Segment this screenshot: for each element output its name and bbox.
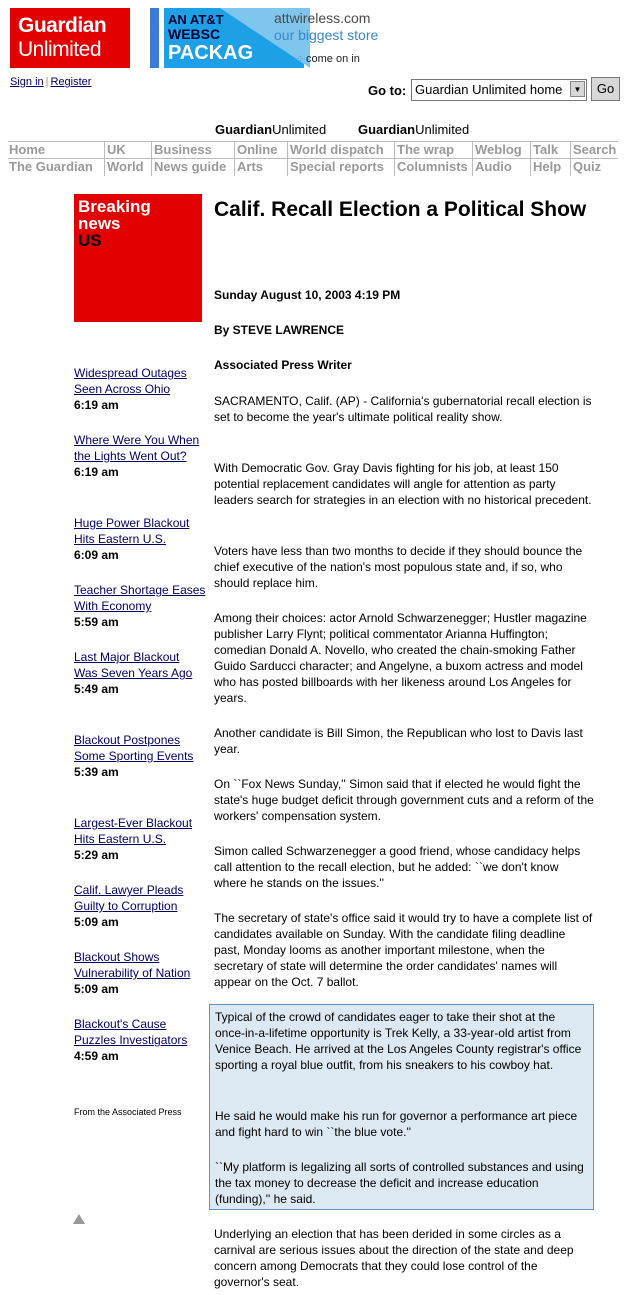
- nav-search[interactable]: Search: [570, 142, 616, 159]
- sidebar-item: [74, 815, 206, 863]
- goto-select[interactable]: [411, 79, 587, 101]
- ad-dots-icon: ⁘: [296, 54, 305, 65]
- article-paragraph: Simon called Schwarzenegger a good friend, whose candidacy helps call attention to the recall election, but he added: ``we don't know where he stands on the issues.'': [214, 844, 581, 890]
- sidebar-item: [74, 432, 206, 480]
- article-byline: By STEVE LAWRENCE: [214, 323, 345, 337]
- breaking-news-us-logo: [74, 194, 202, 322]
- ad-cta: come on in: [306, 53, 360, 65]
- nav-the-wrap[interactable]: The wrap: [394, 142, 454, 159]
- ap-credit: From the Associated Press: [74, 1107, 182, 1117]
- ad-stripe: [150, 8, 159, 68]
- sidebar-item: [74, 949, 206, 997]
- ad-banner-line1: AN AT&T: [168, 12, 224, 27]
- article-callout-box: [209, 1004, 594, 1210]
- sidebar-item-link[interactable]: Blackout's Cause Puzzles Investigators: [74, 1017, 188, 1047]
- nav-weblog[interactable]: Weblog: [472, 142, 522, 159]
- nav-online[interactable]: Online: [234, 142, 277, 159]
- article-paragraph: SACRAMENTO, Calif. (AP) - California's gubernatorial recall election is set to become the year's ultimate political reality show.: [214, 394, 592, 424]
- ad-tagline: our biggest store: [274, 27, 379, 43]
- wordmark-bold: Guardian: [358, 122, 416, 137]
- article-paragraph: Another candidate is Bill Simon, the Republican who lost to Davis last year.: [214, 726, 583, 756]
- ad-banner[interactable]: [150, 8, 382, 68]
- nav-special-reports[interactable]: Special reports: [287, 159, 384, 176]
- article-paragraph: Underlying an election that has been derided in some circles as a carnival are serious issues about the direction of the state and deep concern among Democrats that they could lose control of the governor's seat.: [214, 1227, 574, 1289]
- sign-in-link[interactable]: Sign in: [10, 76, 44, 88]
- sidebar-item-time: 5:09 am: [74, 982, 119, 996]
- sidebar-item-time: 4:59 am: [74, 1049, 119, 1063]
- sidebar-item-time: 6:09 am: [74, 548, 119, 562]
- ad-banner-line3: PACKAG: [168, 42, 254, 64]
- sidebar-item-time: 5:09 am: [74, 915, 119, 929]
- back-to-top-arrow-icon[interactable]: [73, 1214, 85, 1224]
- nav-business[interactable]: Business: [151, 142, 212, 159]
- sidebar-item: [74, 882, 206, 930]
- sidebar-item-link[interactable]: Last Major Blackout Was Seven Years Ago: [74, 650, 193, 680]
- sidebar-item-time: 5:49 am: [74, 682, 119, 696]
- nav-audio[interactable]: Audio: [472, 159, 512, 176]
- article-headline: Calif. Recall Election a Political Show: [214, 198, 587, 221]
- article-paragraph: With Democratic Gov. Gray Davis fighting for his job, at least 150 potential replacement candidates will angle for attention as party leaders search for strategies in an election with no historical precedent.: [214, 461, 592, 507]
- wordmark-bold: Guardian: [215, 122, 273, 137]
- sidebar-item-link[interactable]: Blackout Postpones Some Sporting Events: [74, 733, 194, 763]
- divider: |: [45, 76, 49, 88]
- sidebar-item-link[interactable]: Widespread Outages Seen Across Ohio: [74, 366, 187, 396]
- nav-row-2: [8, 158, 618, 176]
- sidebar-item-link[interactable]: Blackout Shows Vulnerability of Nation: [74, 950, 191, 980]
- sidebar-item: [74, 1016, 206, 1064]
- nav-arts[interactable]: Arts: [234, 159, 263, 176]
- sidebar-item: [74, 649, 206, 697]
- callout-paragraph: He said he would make his run for governor a performance art piece and fight hard to win ``the blue vote.'': [215, 1109, 578, 1139]
- goto-selected-value: Guardian Unlimited home: [415, 82, 563, 97]
- article-date: Sunday August 10, 2003 4:19 PM: [214, 288, 401, 302]
- nav-talk[interactable]: Talk: [530, 142, 558, 159]
- nav-help[interactable]: Help: [530, 159, 561, 176]
- sidebar-item-link[interactable]: Calif. Lawyer Pleads Guilty to Corruption: [74, 883, 184, 913]
- sidebar-item-link[interactable]: Where Were You When the Lights Went Out?: [74, 433, 200, 463]
- sidebar-item: [74, 365, 206, 413]
- breaking-line1: Breaking: [78, 197, 151, 216]
- guardian-unlimited-wordmark-right: [358, 122, 469, 137]
- nav-uk[interactable]: UK: [104, 142, 126, 159]
- logo-line2: Unlimited: [18, 38, 102, 61]
- nav-news-guide[interactable]: News guide: [151, 159, 226, 176]
- ad-banner-line2: WEBSC: [168, 26, 221, 42]
- breaking-line3: US: [78, 231, 102, 250]
- article-paragraph: The secretary of state's office said it would try to have a complete list of candidates available on Sunday. With the candidate filing deadline past, Monday looms as another important milestone, when the secretary of state will determine the order candidates' names will appear on the Oct. 7 ballot.: [214, 911, 593, 989]
- sidebar-item: [74, 515, 206, 563]
- article-paragraph: Among their choices: actor Arnold Schwarzenegger; Hustler magazine publisher Larry Flynt; political commentator Arianna Huffington; comedian Donald A. Novello, who created the chain-smoking Father Guido Sarducci character; and Angelyne, a buxom actress and model who has posted billboards with her likeness around Los Angeles for years.: [214, 611, 587, 705]
- callout-paragraph: Typical of the crowd of candidates eager to take their shot at the once-in-a-lifetime opportunity is Trek Kelly, a 33-year-old artist from Venice Beach. He arrived at the Los Angeles County registrar's office sporting a royal blue outfit, from his sneakers to his cowboy hat.: [215, 1010, 582, 1072]
- wordmark-rest: Unlimited: [415, 122, 470, 137]
- nav-world[interactable]: World: [104, 159, 144, 176]
- sidebar-item: [74, 732, 206, 780]
- chevron-down-icon[interactable]: ▼: [570, 81, 585, 97]
- nav-columnists[interactable]: Columnists: [394, 159, 468, 176]
- article-source: Associated Press Writer: [214, 358, 352, 372]
- sidebar-item-time: 5:29 am: [74, 848, 119, 862]
- article-paragraph: Voters have less than two months to decide if they should bounce the chief executive of the nation's most populous state and, if so, who should replace him.: [214, 544, 583, 590]
- nav-world-dispatch[interactable]: World dispatch: [287, 142, 384, 159]
- guardian-unlimited-wordmark-left: [215, 122, 326, 137]
- sidebar-item-time: 5:59 am: [74, 615, 119, 629]
- sidebar-item-time: 5:39 am: [74, 765, 119, 779]
- guardian-logo[interactable]: [10, 8, 130, 68]
- sidebar-item-link[interactable]: Teacher Shortage Eases With Economy: [74, 583, 206, 613]
- ad-brand: attwireless.com: [274, 10, 371, 26]
- nav-the-guardian[interactable]: The Guardian: [9, 159, 93, 174]
- logo-line1: Guardian: [18, 14, 107, 37]
- sidebar-item-link[interactable]: Huge Power Blackout Hits Eastern U.S.: [74, 516, 190, 546]
- callout-paragraph: ``My platform is legalizing all sorts of controlled substances and using the tax money to decrease the deficit and increase education (funding),'' he said.: [215, 1160, 584, 1206]
- article-paragraph: On ``Fox News Sunday,'' Simon said that if elected he would fight the state's huge budget deficit through government cuts and a reform of the workers' compensation system.: [214, 777, 594, 823]
- nav-row-1: [8, 141, 618, 159]
- sidebar-item-time: 6:19 am: [74, 398, 119, 412]
- go-button[interactable]: Go: [591, 77, 620, 101]
- register-link[interactable]: Register: [50, 76, 92, 88]
- sidebar-item-link[interactable]: Largest-Ever Blackout Hits Eastern U.S.: [74, 816, 193, 846]
- goto-label: Go to:: [368, 83, 407, 98]
- breaking-line2: news: [78, 214, 121, 233]
- wordmark-rest: Unlimited: [272, 122, 327, 137]
- account-links: [10, 76, 91, 88]
- nav-quiz[interactable]: Quiz: [570, 159, 601, 176]
- sidebar-item-time: 6:19 am: [74, 465, 119, 479]
- nav-home[interactable]: Home: [9, 142, 46, 157]
- sidebar-item: [74, 582, 206, 630]
